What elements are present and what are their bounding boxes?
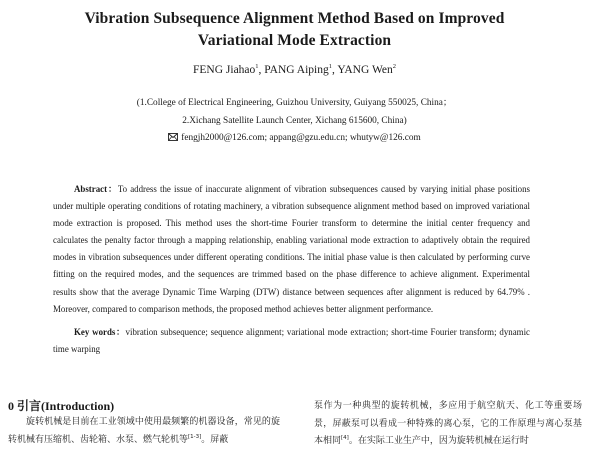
title-line-2: Variational Mode Extraction	[197, 32, 392, 49]
right-citation[interactable]: [4]	[341, 435, 349, 441]
body-column-left	[8, 414, 280, 449]
envelope-icon	[168, 133, 178, 141]
abstract	[53, 181, 530, 318]
affiliation-2: 2.Xichang Satellite Launch Center, Xichang 615600, China)	[182, 116, 407, 126]
author-2-affil: 1	[328, 63, 332, 70]
left-body-tail: 。屏蔽	[201, 434, 229, 445]
author-1-affil: 1	[255, 63, 259, 70]
abstract-text: To address the issue of inaccurate alignment of vibration subsequences caused by varying initial phase positions under multiple operating conditions of rotating machinery, a vibration subsequence alignment method based on improved variational mode extraction is proposed. This method uses the short-time Fourier transform to determine the initial center frequency and calculates the penalty factor through a mapping relationship, enabling variational mode extraction to adaptively obtain the required modes in vibration subsequences under different operating conditions. The initial phase value is then calculated by performing curve fitting on the required modes, and the sequences are trimmed based on the phase difference to achieve alignment. Experimental results show that the average Dynamic Time Warping (DTW) distance between sequences after alignment is reduced by 64.79% . Moreover, compared to comparison methods, the proposed method achieves better alignment performance.	[53, 184, 530, 314]
body-column-right	[314, 398, 582, 451]
abstract-label: Abstract：	[74, 184, 118, 194]
keywords	[53, 324, 530, 358]
left-body-text: 旋转机械是目前在工业领域中使用最频繁的机器设备，常见的旋转机械有压缩机、齿轮箱、水泵、燃气轮机等	[8, 417, 280, 445]
author-1: FENG Jiahao	[193, 64, 256, 76]
keywords-label: Key words：	[74, 327, 126, 337]
keywords-text: vibration subsequence; sequence alignment; variational mode extraction; short-time Fourier transform; dynamic time warping	[53, 327, 530, 355]
paper-title	[0, 8, 589, 52]
author-3: YANG Wen	[337, 64, 393, 76]
author-2: PANG Aiping	[264, 64, 329, 76]
left-citation[interactable]: [1-3]	[188, 433, 202, 440]
right-body-text: 泵作为一种典型的旋转机械，多应用于航空航天、化工等重要场景，屏蔽泵可以看成一种特殊的离心泵，它的工作原理与离心泵基本相同	[314, 401, 582, 446]
right-body-tail: 。在实际工业生产中，因为旋转机械在运行时	[348, 436, 529, 446]
affiliation-1: (1.College of Electrical Engineering, Guizhou University, Guiyang 550025, China；	[136, 98, 453, 108]
section-heading: 0 引言(Introduction)	[8, 399, 115, 413]
email-line	[0, 131, 589, 145]
author-3-affil: 2	[392, 63, 396, 70]
author-list: FENG Jiahao$^1$, PANG Aiping$^1$, YANG Wen$^2$	[193, 63, 396, 76]
title-line-1: Vibration Subsequence Alignment Method Based on Improved	[84, 10, 505, 27]
email-addresses: fengjh2000@126.com; appang@gzu.edu.cn; whutyw@126.com	[181, 133, 421, 143]
